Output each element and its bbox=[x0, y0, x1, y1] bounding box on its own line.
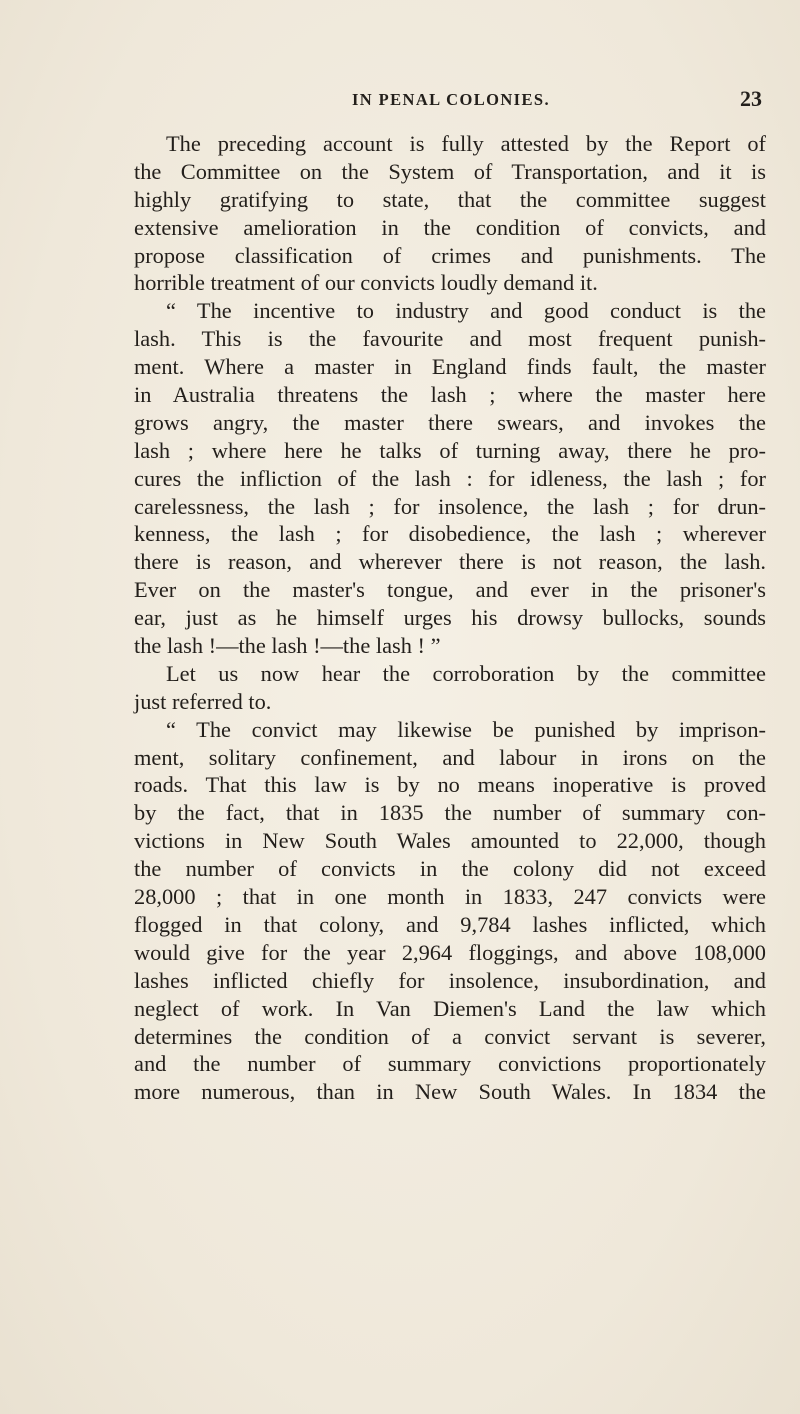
text-line: there is reason, and wherever there is not reason, the lash. bbox=[134, 549, 766, 575]
text-line: grows angry, the master there swears, and invokes the bbox=[134, 409, 766, 435]
text-line: lash ; where here he talks of turning away, there he pro- bbox=[134, 437, 766, 463]
text-line: carelessness, the lash ; for insolence, the lash ; for drun- bbox=[134, 493, 766, 519]
running-title: IN PENAL COLONIES. bbox=[351, 90, 551, 109]
text-line: just referred to. bbox=[134, 688, 272, 714]
text-line: cures the infliction of the lash : for idleness, the lash ; for bbox=[134, 465, 766, 491]
text-line: determines the condition of a convict servant is severer, bbox=[134, 1023, 766, 1049]
running-head bbox=[140, 86, 762, 116]
text-line: “ The convict may likewise be punished by imprison- bbox=[166, 716, 766, 742]
text-line: the lash !—the lash !—the lash ! ” bbox=[134, 633, 441, 659]
text-line: flogged in that colony, and 9,784 lashes inflicted, which bbox=[134, 911, 766, 937]
text-line: ment, solitary confinement, and labour in irons on the bbox=[134, 744, 766, 770]
text-line: would give for the year 2,964 floggings, and above 108,000 bbox=[134, 939, 766, 965]
text-line: the number of convicts in the colony did not exceed bbox=[134, 856, 766, 882]
text-line: ear, just as he himself urges his drowsy bullocks, sounds bbox=[134, 605, 766, 631]
text-line: roads. That this law is by no means inoperative is proved bbox=[134, 772, 766, 798]
paragraph-2 bbox=[134, 297, 766, 660]
text-line: by the fact, that in 1835 the number of summary con- bbox=[134, 800, 766, 826]
page-number: 23 bbox=[740, 86, 762, 111]
text-line: more numerous, than in New South Wales. In 1834 the bbox=[134, 1079, 766, 1105]
paragraph-3 bbox=[134, 660, 766, 716]
text-line: lashes inflicted chiefly for insolence, insubordination, and bbox=[134, 967, 766, 993]
text-line: The preceding account is fully attested by the Report of bbox=[166, 131, 766, 156]
paragraph-1 bbox=[134, 130, 766, 297]
text-line: ment. Where a master in England finds fault, the master bbox=[134, 354, 766, 380]
text-line: extensive amelioration in the condition of convicts, and bbox=[134, 214, 766, 240]
text-line: 28,000 ; that in one month in 1833, 247 convicts were bbox=[134, 884, 766, 910]
body-text bbox=[134, 130, 766, 1106]
paragraph-4 bbox=[134, 716, 766, 1106]
text-line: victions in New South Wales amounted to 22,000, though bbox=[134, 828, 766, 854]
text-line: horrible treatment of our convicts loudly demand it. bbox=[134, 270, 598, 296]
text-line: propose classification of crimes and punishments. The bbox=[134, 242, 766, 268]
text-line: lash. This is the favourite and most frequent punish- bbox=[134, 326, 766, 352]
text-line: highly gratifying to state, that the committee suggest bbox=[134, 186, 766, 212]
text-line: in Australia threatens the lash ; where the master here bbox=[134, 382, 766, 408]
text-line: the Committee on the System of Transportation, and it is bbox=[134, 158, 766, 184]
text-line: Ever on the master's tongue, and ever in the prisoner's bbox=[134, 577, 766, 603]
text-line: “ The incentive to industry and good conduct is the bbox=[166, 298, 766, 324]
text-line: neglect of work. In Van Diemen's Land the law which bbox=[134, 995, 766, 1021]
text-line: and the number of summary convictions proportionately bbox=[134, 1051, 766, 1077]
text-line: Let us now hear the corroboration by the committee bbox=[166, 660, 766, 686]
text-line: kenness, the lash ; for disobedience, the lash ; wherever bbox=[134, 521, 766, 547]
